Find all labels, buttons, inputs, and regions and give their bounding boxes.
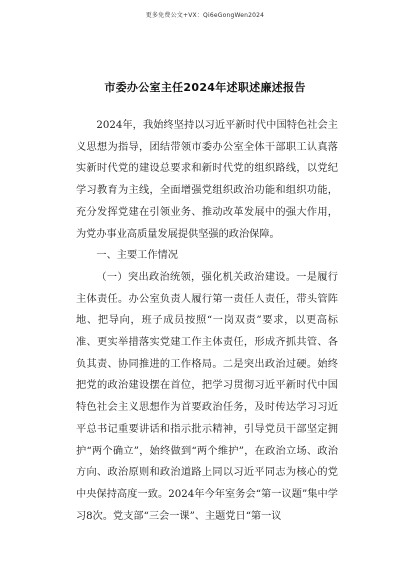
header-note: 更多免费公文+VX：Qi6eGongWen2024 bbox=[145, 12, 265, 19]
section-paragraph: （一）突出政治统领，强化机关政治建设。一是履行主体责任。办公室负责人履行第一责任人责任，带头管阵地、把导向，班子成员按照“一岗双责”要求，以更高标准、更实举措落实党建工作主体责任，形成齐抓共管、各负其责、协同推进的工作格局。二是突出政治过硬。始终把党的政治建设摆在首位，把学习贯彻习近平新时代中国特色社会主义思想作为首要政治任务，及时传达学习习近平总书记重要讲话和指示批示精神，引导党员干部坚定拥护“两个确立”，始终做到“两个维护”，在政治立场、政治方向、政治原则和政治道路上同以习近平同志为核心的党中央保持高度一致。2024年今年室务会“第一议题”集中学习8次。党支部“三会一课”、主题党日“第一议 bbox=[76, 271, 338, 522]
intro-paragraph: 2024年，我始终坚持以习近平新时代中国特色社会主义思想为指导，团结带领市委办公室全体干部职工认真落实新时代党的建设总要求和新时代党的组织路线，以党纪学习教育为主线，全面增强党组织政治功能和组织功能，充分发挥党建在引领业务、推动改革发展中的强大作用，为党办事业高质量发展提供坚强的政治保障。 bbox=[76, 120, 338, 240]
document-title: 市委办公室主任2024年述职述廉述报告 bbox=[104, 81, 306, 94]
document-body bbox=[76, 115, 338, 527]
section-heading: 一、主要工作情况 bbox=[96, 250, 178, 262]
